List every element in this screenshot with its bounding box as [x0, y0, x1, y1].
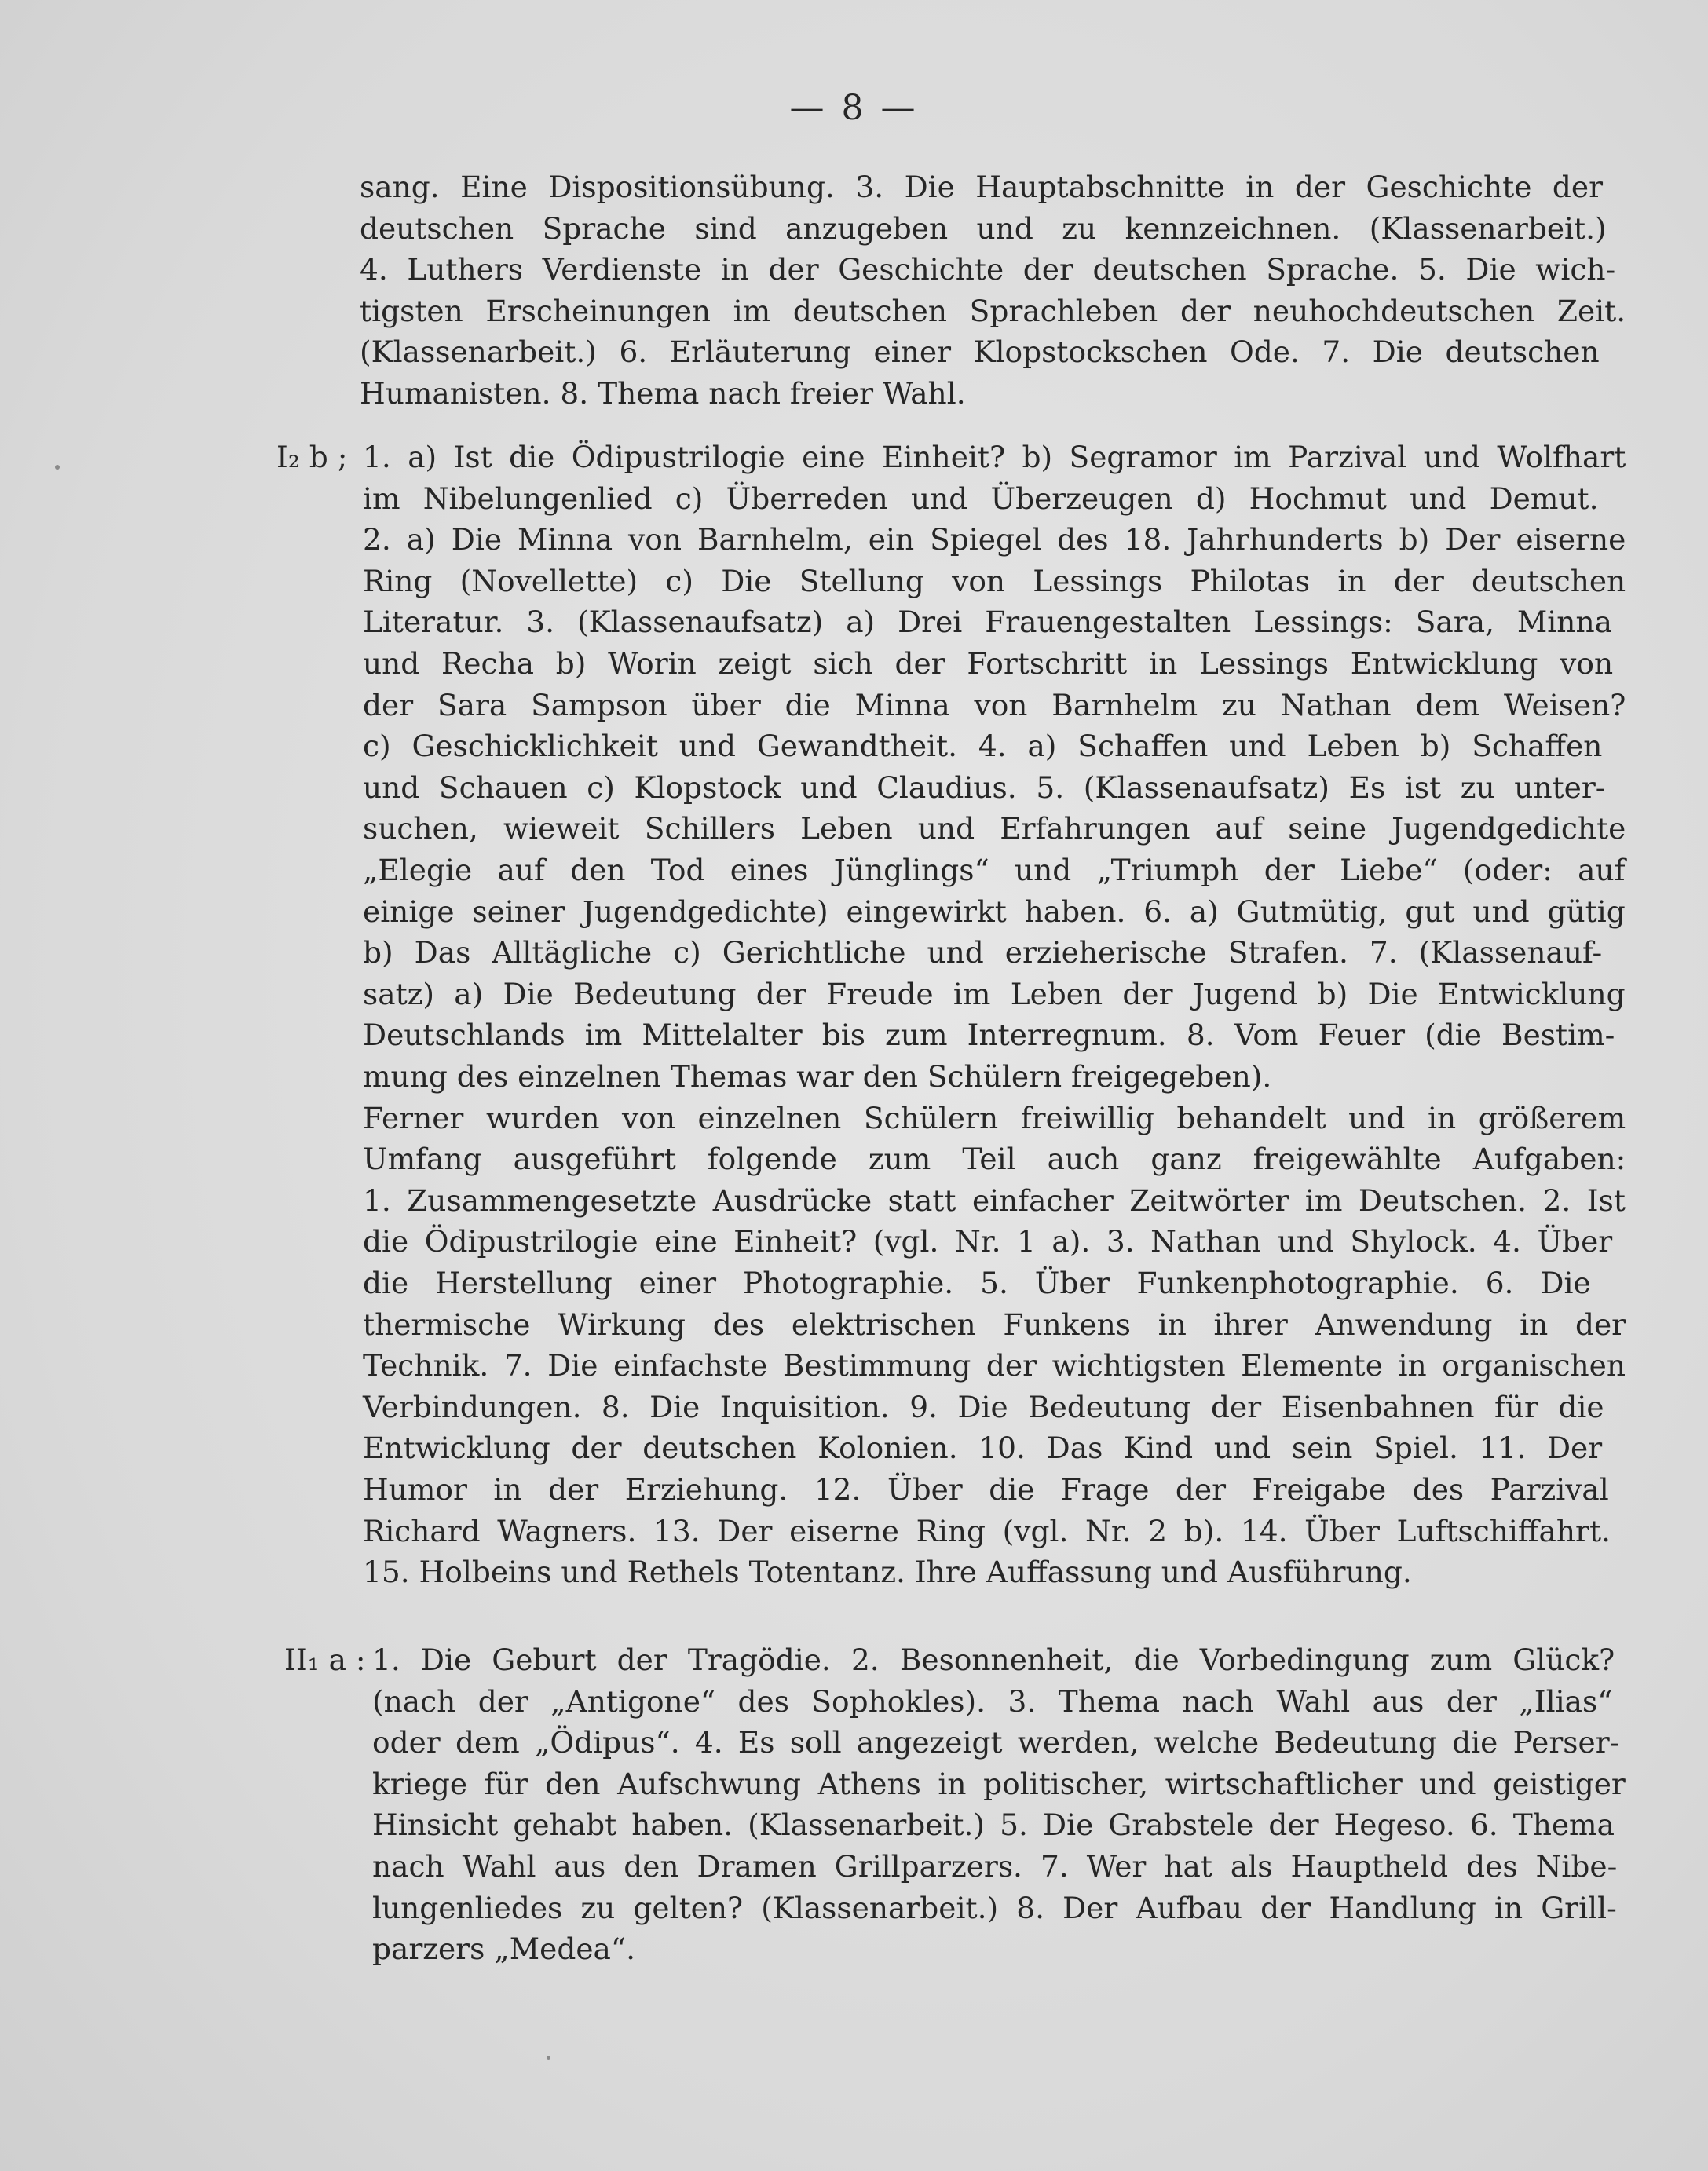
paper-speck [55, 465, 60, 470]
text-line: lungenliedes zu gelten? (Klassenarbeit.) 8. Der Aufbau der Handlung in Grill- [372, 1891, 1617, 1925]
text-line: Entwicklung der deutschen Kolonien. 10. Das Kind und sein Spiel. 11. Der [363, 1431, 1603, 1465]
text-line: im Nibelungenlied c) Überreden und Überzeugen d) Hochmut und Demut. [363, 481, 1599, 516]
text-line: Umfang ausgeführt folgende zum Teil auch ganz freigewählte Aufgaben: [363, 1142, 1626, 1176]
text-line: Ferner wurden von einzelnen Schülern freiwillig behandelt und in größerem [363, 1101, 1626, 1135]
text-line: Technik. 7. Die einfachste Bestimmung der wichtigsten Elemente in organischen [363, 1348, 1626, 1383]
text-line: der Sara Sampson über die Minna von Barnhelm zu Nathan dem Weisen? [363, 688, 1626, 722]
text-line: Humanisten. 8. Thema nach freier Wahl. [360, 376, 966, 411]
text-line: deutschen Sprache sind anzugeben und zu kennzeichnen. (Klassenarbeit.) [360, 211, 1607, 246]
text-line: einige seiner Jugendgedichte) eingewirkt haben. 6. a) Gutmütig, gut und gütig [363, 894, 1626, 929]
text-line: die Ödipustrilogie eine Einheit? (vgl. Nr. 1 a). 3. Nathan und Shylock. 4. Über [363, 1224, 1613, 1259]
text-line: Literatur. 3. (Klassenaufsatz) a) Drei Frauengestalten Lessings: Sara, Minna [363, 605, 1612, 639]
text-line: nach Wahl aus den Dramen Grillparzers. 7. Wer hat als Hauptheld des Nibe- [372, 1849, 1618, 1884]
text-line: Deutschlands im Mittelalter bis zum Interregnum. 8. Vom Feuer (die Bestim- [363, 1018, 1615, 1052]
text-line: kriege für den Aufschwung Athens in politischer, wirtschaftlicher und geistiger [372, 1767, 1626, 1801]
text-line: Ring (Novellette) c) Die Stellung von Lessings Philotas in der deutschen [363, 564, 1626, 598]
text-line: 1. Die Geburt der Tragödie. 2. Besonnenheit, die Vorbedingung zum Glück? [372, 1643, 1615, 1677]
text-line: c) Geschicklichkeit und Gewandtheit. 4. a) Schaffen und Leben b) Schaffen [363, 729, 1603, 763]
text-line: sang. Eine Dispositionsübung. 3. Die Hauptabschnitte in der Geschichte der [360, 170, 1604, 204]
page-number: — 8 — [789, 88, 919, 128]
text-line: suchen, wieweit Schillers Leben und Erfahrungen auf seine Jugendgedichte [363, 811, 1626, 846]
text-line: Hinsicht gehabt haben. (Klassenarbeit.) 5. Die Grabstele der Hegeso. 6. Thema [372, 1807, 1615, 1842]
paper-speck [547, 2056, 550, 2060]
text-line: 15. Holbeins und Rethels Totentanz. Ihre Auffassung und Ausführung. [363, 1555, 1412, 1589]
text-line: (nach der „Antigone“ des Sophokles). 3. Thema nach Wahl aus der „Ilias“ [372, 1684, 1613, 1719]
text-line: (Klassenarbeit.) 6. Erläuterung einer Klopstockschen Ode. 7. Die deutschen [360, 334, 1600, 369]
text-line: tigsten Erscheinungen im deutschen Sprachleben der neuhochdeutschen Zeit. [360, 294, 1626, 328]
text-line: oder dem „Ödipus“. 4. Es soll angezeigt werden, welche Bedeutung die Perser- [372, 1725, 1620, 1760]
text-line: die Herstellung einer Photographie. 5. Über Funkenphotographie. 6. Die [363, 1266, 1591, 1300]
text-line: Humor in der Erziehung. 12. Über die Frage der Freigabe des Parzival [363, 1472, 1609, 1507]
text-line: satz) a) Die Bedeutung der Freude im Leben der Jugend b) Die Entwicklung [363, 977, 1626, 1011]
text-line: b) Das Alltägliche c) Gerichtliche und erzieherische Strafen. 7. (Klassenauf- [363, 935, 1603, 970]
text-line: Verbindungen. 8. Die Inquisition. 9. Die Bedeutung der Eisenbahnen für die [363, 1390, 1604, 1424]
text-line: 2. a) Die Minna von Barnhelm, ein Spiegel des 18. Jahrhunderts b) Der eiserne [363, 522, 1626, 557]
text-line: „Elegie auf den Tod eines Jünglings“ und „Triumph der Liebe“ (oder: auf [363, 853, 1626, 887]
text-line: parzers „Medea“. [372, 1932, 635, 1966]
text-line: und Schauen c) Klopstock und Claudius. 5. (Klassenaufsatz) Es ist zu unter- [363, 770, 1606, 805]
text-line: 1. Zusammengesetzte Ausdrücke statt einfacher Zeitwörter im Deutschen. 2. Ist [363, 1183, 1626, 1218]
text-line: Richard Wagners. 13. Der eiserne Ring (vgl. Nr. 2 b). 14. Über Luftschiffahrt. [363, 1514, 1611, 1548]
text-line: und Recha b) Worin zeigt sich der Fortschritt in Lessings Entwicklung von [363, 646, 1614, 681]
text-line: 1. a) Ist die Ödipustrilogie eine Einheit? b) Segramor im Parzival und Wolfhart [363, 440, 1626, 474]
text-line: 4. Luthers Verdienste in der Geschichte der deutschen Sprache. 5. Die wich- [360, 252, 1616, 287]
section-label: II₁ a : [284, 1643, 366, 1677]
section-label: I₂ b ; [276, 440, 348, 474]
text-line: thermische Wirkung des elektrischen Funkens in ihrer Anwendung in der [363, 1307, 1626, 1342]
text-line: mung des einzelnen Themas war den Schülern freigegeben). [363, 1059, 1272, 1094]
